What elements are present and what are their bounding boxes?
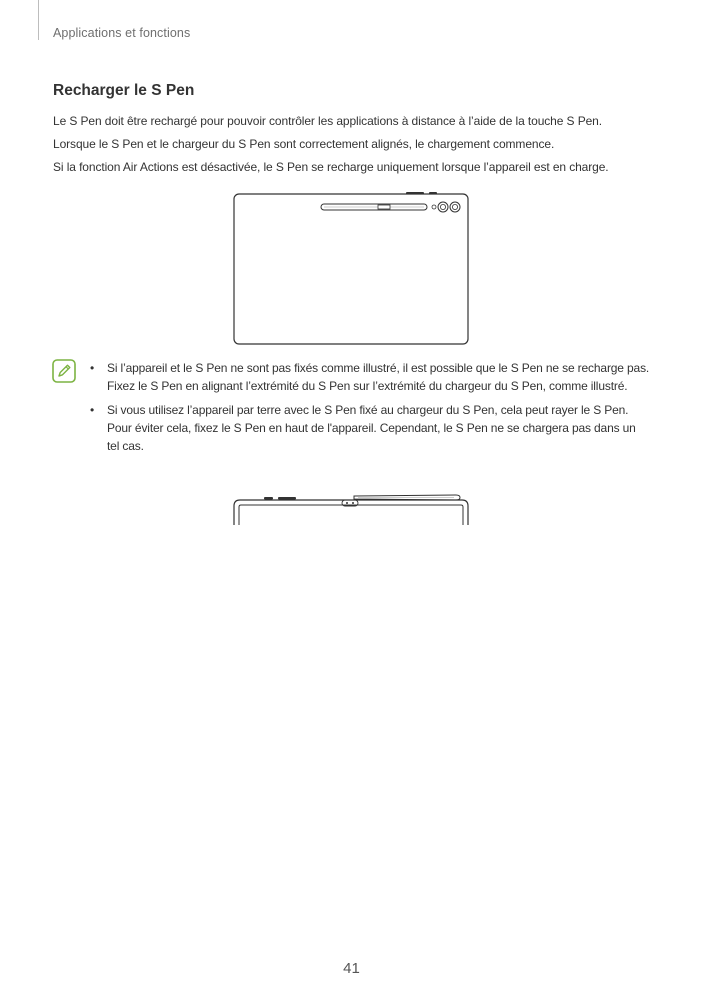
flash-icon xyxy=(432,205,436,209)
note-text: Si l’appareil et le S Pen ne sont pas fixés comme illustré, il est possible que le S Pen ne se recharge pas. Fixez le S Pen en alignant l’extrémité du S Pen sur l’extrémité du chargeur du S Pen, comme illustré. xyxy=(107,361,650,393)
tablet-body xyxy=(234,194,468,344)
tablet-screen xyxy=(239,505,463,525)
paragraph-charging-requirement: Le S Pen doit être rechargé pour pouvoir contrôler les applications à distance à l’aide de la touche S Pen. xyxy=(53,114,602,128)
header-divider xyxy=(38,0,39,40)
list-item xyxy=(90,359,650,395)
section-title: Recharger le S Pen xyxy=(53,82,195,99)
bullet: • xyxy=(90,361,95,375)
page-number: 41 xyxy=(343,960,360,977)
breadcrumb: Applications et fonctions xyxy=(53,26,191,40)
tablet-spen-attached-illustration xyxy=(226,186,476,348)
note-text: Si vous utilisez l’appareil par terre avec le S Pen fixé au chargeur du S Pen, cela peut rayer le S Pen. Pour éviter cela, fixez le S Pen en haut de l'appareil. Cependant, le S Pen ne se chargera pas dans un tel cas. xyxy=(107,403,636,453)
s-pen-button xyxy=(378,205,390,209)
note-pencil-icon xyxy=(52,359,76,383)
tablet-spen-top-illustration xyxy=(226,489,476,529)
paragraph-alignment: Lorsque le S Pen et le chargeur du S Pen sont correctement alignés, le chargement commence. xyxy=(53,137,555,151)
list-item xyxy=(90,401,650,455)
bullet: • xyxy=(90,403,95,417)
power-button xyxy=(264,497,273,500)
paragraph-air-actions: Si la fonction Air Actions est désactivée, le S Pen se recharge uniquement lorsque l’appareil est en charge. xyxy=(53,160,609,174)
note-list xyxy=(90,359,650,455)
volume-button xyxy=(278,497,296,500)
